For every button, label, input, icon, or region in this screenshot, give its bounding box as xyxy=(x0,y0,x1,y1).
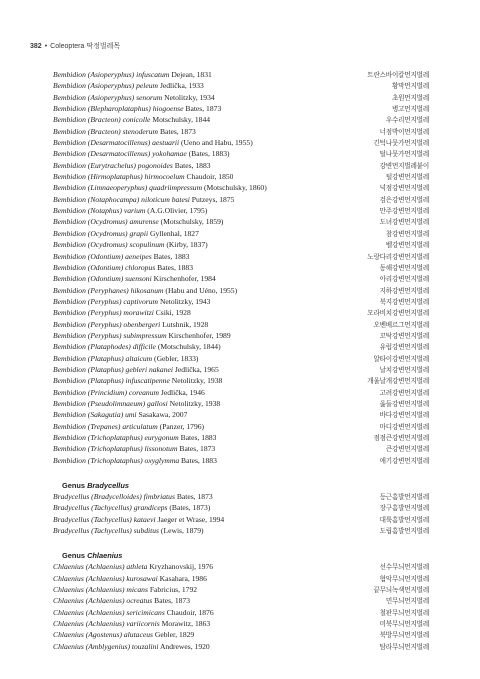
scientific-name xyxy=(53,641,210,652)
species-author: (Motschulsky, 1844) xyxy=(157,342,221,352)
species-author: Chaudoir, 1876 xyxy=(166,607,214,617)
species-name: Bembidion (Ocydromus) scopulinum xyxy=(53,240,165,250)
species-name: Bradycellus (Tachycellus) grandiceps xyxy=(53,503,168,513)
korean-name: 탐라무늬먼지벌레 xyxy=(379,642,429,651)
species-entry xyxy=(53,148,429,159)
species-author: Gyllenhal, 1827 xyxy=(149,228,199,238)
scientific-name xyxy=(53,273,216,284)
species-name: Bembidion (Desarmatocillenus) aestuarii xyxy=(53,138,180,148)
scientific-name xyxy=(53,296,210,307)
species-author: Netolitzky, 1938 xyxy=(171,376,223,386)
species-name: Bembidion (Hirmoplataphus) hirmocoelum xyxy=(53,172,185,182)
species-author: (Ueno and Habu, 1955) xyxy=(181,138,253,148)
korean-name: 넉점강변먼지벌레 xyxy=(379,184,429,193)
korean-name: 도녀강변먼지벌레 xyxy=(379,218,429,227)
species-author: Andrewes, 1920 xyxy=(159,641,210,651)
species-name: Bembidion (Bracteon) stenoderum xyxy=(53,126,159,136)
species-entry xyxy=(53,455,429,466)
korean-name: 우수리먼지벌레 xyxy=(385,116,429,125)
species-entry xyxy=(53,114,429,125)
species-name: Bembidion (Trichoplataphus) eurygonum xyxy=(53,433,179,442)
species-author: Kirschenhofer, 1984 xyxy=(153,274,216,284)
korean-name: 북방무늬먼지벌레 xyxy=(379,631,429,640)
species-entry xyxy=(53,330,429,341)
korean-name: 털강변먼지벌레 xyxy=(385,173,429,182)
genus-label: Genus xyxy=(62,551,85,561)
page-header xyxy=(30,41,120,51)
scientific-name xyxy=(53,92,215,103)
korean-name: 혐악무늬먼지벌레 xyxy=(379,574,429,583)
scientific-name xyxy=(53,607,214,618)
korean-name: 아리강변먼지벌레 xyxy=(379,275,429,284)
species-name: Chlaenius (Agostenus) alutaceus xyxy=(53,630,153,640)
korean-name: 노랑다리강변먼지벌레 xyxy=(367,252,429,261)
species-entry xyxy=(53,160,429,171)
species-author: Sasakawa, 2007 xyxy=(138,410,188,420)
species-author: Chaudoir, 1850 xyxy=(186,172,234,182)
species-entry xyxy=(53,618,429,629)
chlaenius-group xyxy=(53,561,429,652)
korean-name: 대륙흠발먼지벌레 xyxy=(379,515,429,524)
species-author: Bates, 1883 xyxy=(157,262,193,272)
scientific-name xyxy=(53,194,234,205)
korean-name: 마디강변먼지벌레 xyxy=(379,422,429,431)
korean-name: 도립흠발먼지벌레 xyxy=(379,527,429,536)
species-name: Bembidion (Plataphus) infuscatipenne xyxy=(53,376,170,386)
species-name: Bembidion (Asioperyphus) peleum xyxy=(53,81,159,91)
korean-name: 벨강변먼지벌레 xyxy=(385,241,429,250)
species-author: Bates, 1883 xyxy=(180,433,217,442)
species-name: Bembidion (Trepanes) articulatum xyxy=(53,421,158,431)
species-name: Chlaenius (Achlaenius) sericimicans xyxy=(53,607,165,617)
korean-name: 동해강변먼지벌레 xyxy=(379,263,429,272)
species-entry xyxy=(53,205,429,216)
scientific-name xyxy=(53,341,221,352)
species-entry xyxy=(53,641,429,652)
korean-name: 털나뭇가먼지벌레 xyxy=(379,150,429,159)
species-name: Bembidion (Princidium) coreanum xyxy=(53,387,160,397)
species-author: (Bates, 1883) xyxy=(188,149,230,159)
species-name: Bembidion (Trichoplataphus) oxyglymma xyxy=(53,455,180,465)
species-entry xyxy=(53,182,429,193)
species-name: Chlaenius (Achlaenius) kurosawai xyxy=(53,573,158,583)
spacer xyxy=(53,536,429,550)
korean-name: 고려강변먼지벌레 xyxy=(379,388,429,397)
species-author: Jedlička, 1946 xyxy=(160,387,205,397)
species-entry xyxy=(53,443,429,454)
korean-name: 트란스바이칼먼지벌레 xyxy=(367,71,429,79)
species-author: Bates, 1883 xyxy=(181,455,217,465)
species-entry xyxy=(53,171,429,182)
species-name: Bembidion (Peryphus) subimpressum xyxy=(53,330,167,340)
genus-label: Genus xyxy=(62,481,85,491)
korean-name: 큰강변먼지벌레 xyxy=(385,445,429,454)
scientific-name xyxy=(53,443,215,454)
species-name: Bembidion (Asioperyphus) senorum xyxy=(53,92,163,102)
species-author: (Gebler, 1833) xyxy=(154,353,199,363)
species-entry xyxy=(53,239,429,250)
korean-name: 점점큰강변먼지벌레 xyxy=(373,434,429,442)
species-entry xyxy=(53,285,429,296)
species-author: Netolitzky, 1934 xyxy=(164,92,215,102)
species-entry xyxy=(53,228,429,239)
scientific-name xyxy=(53,319,208,330)
scientific-name xyxy=(53,160,211,171)
species-entry xyxy=(53,251,429,262)
scientific-name xyxy=(53,398,220,409)
korean-name: 장구흠발먼지벌레 xyxy=(379,504,429,513)
species-list xyxy=(53,69,429,652)
species-author: (Kirby, 1837) xyxy=(166,240,208,250)
species-author: Kryzhanovskij, 1976 xyxy=(149,562,214,572)
korean-name: 개울날개강변먼지벌레 xyxy=(367,377,429,386)
korean-name: 선수무늬먼지벌레 xyxy=(379,563,429,572)
scientific-name xyxy=(53,80,204,91)
species-name: Bradycellus (Tachycellus) subditus xyxy=(53,526,160,536)
species-name: Bembidion (Odontium) suensoni xyxy=(53,274,152,284)
species-name: Bembidion (Bracteon) conicolle xyxy=(53,115,151,125)
bembidion-group xyxy=(53,69,429,466)
species-author: (Motschulsky, 1860) xyxy=(203,183,267,193)
species-author: Gebler, 1829 xyxy=(154,630,195,640)
species-name: Bembidion (Plataphus) altaicum xyxy=(53,353,153,363)
spacer xyxy=(53,466,429,480)
species-entry xyxy=(53,307,429,318)
species-author: (Bates, 1873) xyxy=(169,503,211,513)
species-name: Bembidion (Blepharoplataphus) hiogoense xyxy=(53,104,184,114)
species-author: Putzeys, 1875 xyxy=(191,194,235,204)
species-name: Bradycellus (Tachycellus) kataevi xyxy=(53,514,156,524)
scientific-name xyxy=(53,114,210,125)
species-entry xyxy=(53,194,429,205)
species-entry xyxy=(53,387,429,398)
species-author: (Lewis, 1879) xyxy=(160,526,204,536)
species-author: Motschulsky, 1844 xyxy=(152,115,211,125)
scientific-name xyxy=(53,595,190,606)
scientific-name xyxy=(53,137,253,148)
korean-name: 알타이강변먼지벌레 xyxy=(373,354,429,363)
species-name: Bembidion (Peryphus) captivorum xyxy=(53,296,159,306)
species-author: (Panzer, 1796) xyxy=(159,421,205,431)
scientific-name xyxy=(53,330,231,341)
species-entry xyxy=(53,595,429,606)
bradycellus-group xyxy=(53,491,429,536)
scientific-name xyxy=(53,251,189,262)
species-author: (Habu and Uéno, 1955) xyxy=(165,285,238,295)
scientific-name xyxy=(53,561,213,572)
korean-name: 오벤베르그먼지벌레 xyxy=(373,320,429,329)
scientific-name xyxy=(53,285,237,296)
scientific-name xyxy=(53,126,196,137)
korean-name: 북지강변먼지벌레 xyxy=(379,297,429,306)
species-name: Bembidion (Plataphodes) difficile xyxy=(53,342,156,352)
genus-heading-bradycellus xyxy=(53,480,429,491)
korean-name: 바다강변먼지벌레 xyxy=(379,411,429,420)
species-author: Bates, 1883 xyxy=(174,160,211,170)
species-entry xyxy=(53,502,429,513)
species-author: Jedlička, 1933 xyxy=(159,81,204,91)
species-entry xyxy=(53,398,429,409)
korean-name: 긴턱나뭇가먼지벌레 xyxy=(373,139,429,148)
korean-name: 너점박이먼지벌레 xyxy=(379,127,429,136)
scientific-name xyxy=(53,171,233,182)
scientific-name xyxy=(53,69,212,80)
scientific-name xyxy=(53,307,191,318)
species-author: Lutshnik, 1928 xyxy=(162,319,209,329)
korean-name: 미북무늬먼지벌레 xyxy=(379,620,429,629)
species-author: Bates, 1883 xyxy=(153,251,190,261)
species-entry xyxy=(53,514,429,525)
species-entry xyxy=(53,92,429,103)
species-name: Bembidion (Asioperyphus) infuscatum xyxy=(53,70,170,79)
scientific-name xyxy=(53,387,205,398)
korean-name: 등근흠발먼지벌레 xyxy=(379,493,429,502)
species-entry xyxy=(53,262,429,273)
species-author: Fabricius, 1792 xyxy=(149,585,198,595)
species-name: Chlaenius (Achlaenius) variicornis xyxy=(53,619,160,629)
korean-name: 황막먼지벌레 xyxy=(391,82,429,91)
species-entry xyxy=(53,296,429,307)
korean-name: 검은강변먼지벌레 xyxy=(379,195,429,204)
korean-name: 옳둘강변먼지벌레 xyxy=(379,399,429,408)
scientific-name xyxy=(53,353,198,364)
scientific-name xyxy=(53,421,204,432)
species-author: Netolitzky, 1938 xyxy=(169,398,221,408)
species-entry xyxy=(53,561,429,572)
species-entry xyxy=(53,80,429,91)
page-number: 382 xyxy=(30,43,42,50)
species-name: Bembidion (Desarmatocillenus) yokohamae xyxy=(53,149,187,159)
species-entry xyxy=(53,525,429,536)
species-author: Bates, 1873 xyxy=(159,126,196,136)
species-entry xyxy=(53,69,429,80)
species-author: Dejean, 1831 xyxy=(171,70,212,79)
species-entry xyxy=(53,216,429,227)
scientific-name xyxy=(53,491,213,502)
scientific-name xyxy=(53,502,210,513)
species-name: Bembidion (Odontium) chloropus xyxy=(53,262,156,272)
genus-name: Chlaenius xyxy=(87,551,123,561)
korean-name: 참강변먼지벌레 xyxy=(385,229,429,238)
section-title: Coleoptera 딱정벌레목 xyxy=(50,43,121,50)
scientific-name xyxy=(53,525,204,536)
genus-heading-chlaenius xyxy=(53,550,429,561)
scientific-name xyxy=(53,364,219,375)
species-author: Kirschenhofer, 1989 xyxy=(168,330,231,340)
species-author: Bates, 1873 xyxy=(179,444,216,454)
species-name: Bembidion (Peryphanes) hikosanum xyxy=(53,285,164,295)
species-entry xyxy=(53,421,429,432)
species-author: Kasahara, 1986 xyxy=(159,573,207,583)
scientific-name xyxy=(53,182,267,193)
scientific-name xyxy=(53,584,197,595)
species-author: Bates, 1873 xyxy=(154,596,191,606)
species-author: Bates, 1873 xyxy=(176,492,213,502)
korean-name: 초원먼지벌레 xyxy=(391,93,429,102)
species-entry xyxy=(53,491,429,502)
scientific-name xyxy=(53,103,221,114)
korean-name: 철판무늬먼지벌레 xyxy=(379,608,429,617)
species-name: Bembidion (Plataphus) gebleri nakanei xyxy=(53,364,173,374)
species-name: Chlaenius (Achlaenius) micans xyxy=(53,585,148,595)
species-name: Bembidion (Sakagutia) umi xyxy=(53,410,137,420)
species-entry xyxy=(53,375,429,386)
species-entry xyxy=(53,364,429,375)
species-name: Bradycellus (Bradycelloides) fimbriatus xyxy=(53,492,175,502)
korean-name: 지하강변먼지벌레 xyxy=(379,286,429,295)
korean-name: 민무늬먼지벌레 xyxy=(385,597,429,606)
korean-name: 끝무늬녹색먼지벌레 xyxy=(373,586,429,595)
scientific-name xyxy=(53,239,208,250)
species-name: Chlaenius (Achlaenius) athleta xyxy=(53,562,148,572)
species-name: Bembidion (Eurytrachelus) pogonoides xyxy=(53,160,173,170)
species-name: Bembidion (Pseudolimnaeum) gallosi xyxy=(53,398,168,408)
species-entry xyxy=(53,432,429,443)
species-entry xyxy=(53,584,429,595)
scientific-name xyxy=(53,205,207,216)
species-entry xyxy=(53,573,429,584)
species-entry xyxy=(53,319,429,330)
scientific-name xyxy=(53,629,194,640)
species-entry xyxy=(53,353,429,364)
species-name: Bembidion (Peryphus) obenbergeri xyxy=(53,319,161,329)
species-entry xyxy=(53,273,429,284)
genus-name: Bradycellus xyxy=(87,481,129,491)
species-name: Chlaenius (Amblygenius) touzalini xyxy=(53,641,159,651)
species-entry xyxy=(53,629,429,640)
species-name: Bembidion (Odontium) aeneipes xyxy=(53,251,152,261)
species-entry xyxy=(53,341,429,352)
species-author: (A.G.Olivier, 1795) xyxy=(147,206,208,216)
species-author: Csiki, 1928 xyxy=(155,308,191,318)
korean-name: 유럽강변먼지벌레 xyxy=(379,343,429,352)
scientific-name xyxy=(53,514,224,525)
species-name: Bembidion (Ocydromus) amurense xyxy=(53,217,159,227)
species-name: Bembidion (Notaphus) varium xyxy=(53,206,146,216)
scientific-name xyxy=(53,573,207,584)
scientific-name xyxy=(53,228,199,239)
korean-name: 병고먼지벌레 xyxy=(391,105,429,114)
species-name: Bembidion (Ocydromus) grapii xyxy=(53,228,149,238)
korean-name: 날치강변먼지벌레 xyxy=(379,365,429,374)
species-author: Jaeger et Wrase, 1994 xyxy=(157,514,225,524)
species-entry xyxy=(53,126,429,137)
scientific-name xyxy=(53,148,230,159)
species-author: Jedlička, 1965 xyxy=(174,364,219,374)
species-entry xyxy=(53,137,429,148)
species-name: Chlaenius (Achlaenius) ocreatus xyxy=(53,596,153,606)
species-name: Bembidion (Trichoplataphus) lissonotum xyxy=(53,444,178,454)
species-author: Morawitz, 1863 xyxy=(161,619,211,629)
header-separator: • xyxy=(44,43,48,50)
species-author: Bates, 1873 xyxy=(185,104,222,114)
scientific-name xyxy=(53,432,216,443)
species-entry xyxy=(53,103,429,114)
korean-name: 모라비치강변먼지벌레 xyxy=(367,309,429,318)
species-name: Bembidion (Limnaeoperyphus) quadriimpressum xyxy=(53,183,203,193)
species-entry xyxy=(53,607,429,618)
scientific-name xyxy=(53,455,217,466)
scientific-name xyxy=(53,618,210,629)
korean-name: 애기강변먼지벌레 xyxy=(379,456,429,465)
species-author: Netolitzky, 1943 xyxy=(159,296,211,306)
species-entry xyxy=(53,409,429,420)
species-name: Bembidion (Notaphocampa) niloticum batesi xyxy=(53,194,190,204)
korean-name: 강변먼지벌레붙이 xyxy=(379,161,429,170)
korean-name: 꼬탁강변먼지벌레 xyxy=(379,331,429,340)
species-name: Bembidion (Peryphus) morawitzi xyxy=(53,308,154,318)
scientific-name xyxy=(53,216,223,227)
korean-name: 만주강변먼지벌레 xyxy=(379,207,429,216)
species-author: (Motschulsky, 1859) xyxy=(160,217,224,227)
scientific-name xyxy=(53,409,187,420)
scientific-name xyxy=(53,375,222,386)
scientific-name xyxy=(53,262,193,273)
